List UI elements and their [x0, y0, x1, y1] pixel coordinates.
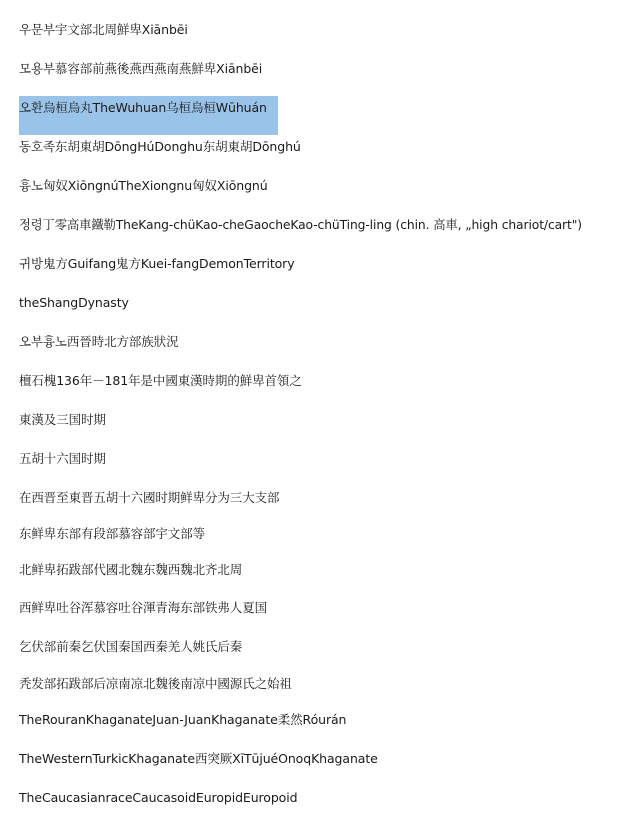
text-line-qifu[interactable]: 乞伏部前秦乞伏国秦国西秦羌人姚氏后秦 [19, 639, 243, 654]
text-line-obu-xiongnu[interactable]: 오부흉노西晉時北方部族狀況 [19, 334, 179, 349]
text-line-sixteen-kingdoms[interactable]: 五胡十六国时期 [19, 451, 106, 466]
text-line-rouran[interactable]: TheRouranKhaganateJuan-JuanKhaganate柔然Róurán [19, 712, 347, 727]
text-line-caucasian[interactable]: TheCaucasianraceCaucasoidEuropidEuropoid [19, 790, 298, 805]
text-line-west-xianbei[interactable]: 西鲜卑吐谷浑慕容吐谷渾青海东部铁弗人夏国 [19, 600, 268, 615]
text-line-wuhuan-selected[interactable]: 오환烏桓烏丸TheWuhuan乌桓烏桓Wūhuán [19, 100, 267, 115]
text-line-xiongnu[interactable]: 흉노匈奴XiōngnúTheXiongnu匈奴Xiōngnú [19, 178, 268, 193]
text-line-murongbu[interactable]: 모용부慕容部前燕後燕西燕南燕鮮卑Xiānbēi [19, 61, 263, 76]
text-line-uwenbu[interactable]: 우문부宇文部北周鮮卑Xiānbēi [19, 22, 188, 37]
text-line-north-xianbei[interactable]: 北鲜卑拓跋部代國北魏东魏西魏北齐北周 [19, 562, 243, 577]
text-line-east-xianbei[interactable]: 东鲜卑东部有段部慕容部宇文部等 [19, 526, 206, 541]
text-line-tufa[interactable]: 秃发部拓跋部后凉南凉北魏後南凉中國源氏之始祖 [19, 676, 292, 691]
text-line-shang-dynasty[interactable]: theShangDynasty [19, 295, 129, 310]
text-line-donghu[interactable]: 동호족东胡東胡DōngHúDonghu东胡東胡Dōnghú [19, 139, 301, 154]
text-line-xianbei-branches[interactable]: 在西晋至東晋五胡十六國时期鲜卑分为三大支部 [19, 490, 280, 505]
text-line-tanshihuai[interactable]: 檀石槐136年－181年是中國東漢時期的鮮卑首領之 [19, 373, 302, 388]
text-line-western-turkic[interactable]: TheWesternTurkicKhaganate西突厥XīTūjuéOnoqKhaganate [19, 751, 378, 766]
text-line-eastern-han[interactable]: 東漢及三国时期 [19, 412, 106, 427]
text-line-dingling[interactable]: 정령丁零高車鐵勒TheKang-chüKao-cheGaocheKao-chüTing-ling (chin. 高車, „high chariot/cart") [19, 218, 582, 232]
text-line-guifang[interactable]: 귀방鬼方Guifang鬼方Kuei-fangDemonTerritory [19, 256, 295, 271]
